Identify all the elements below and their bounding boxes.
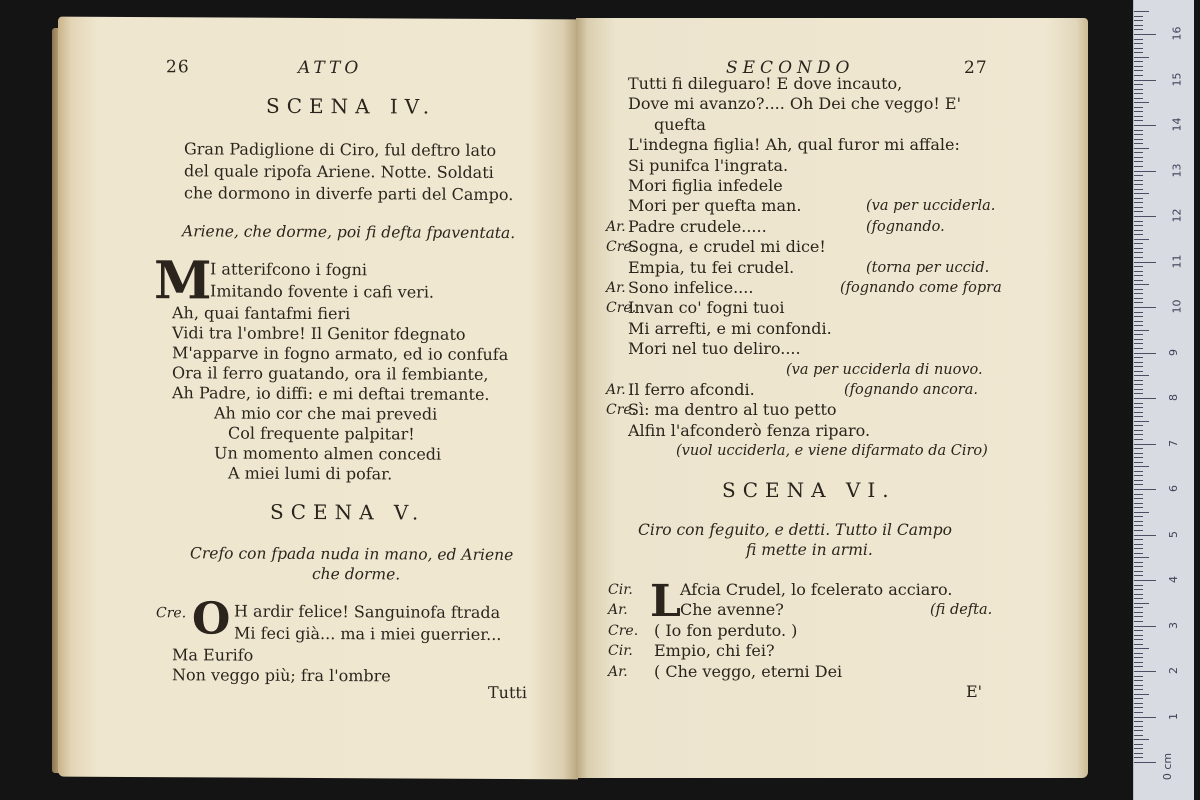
ruler-tick <box>1134 16 1143 17</box>
ruler-number: 8 <box>1167 394 1180 401</box>
speaker-label: Cir. <box>608 643 633 660</box>
running-head-right: SECONDO <box>726 58 855 78</box>
ruler-tick <box>1134 412 1143 413</box>
ruler-tick <box>1134 348 1143 349</box>
ruler-tick <box>1134 475 1143 476</box>
ruler-tick <box>1134 230 1143 231</box>
ruler-tick <box>1134 730 1143 731</box>
ruler-tick <box>1134 98 1143 99</box>
catchword: E' <box>966 682 983 701</box>
stage-direction: (va per ucciderla di nuovo. <box>786 361 983 378</box>
ruler-tick <box>1134 644 1143 645</box>
speaker-label: Ar. <box>608 663 628 680</box>
ruler-tick <box>1134 275 1143 276</box>
ruler-tick <box>1134 152 1143 153</box>
ruler-tick <box>1134 657 1143 658</box>
ruler-tick <box>1134 371 1143 372</box>
ruler-tick <box>1134 393 1143 394</box>
ruler-number: 3 <box>1167 621 1180 629</box>
ruler-tick <box>1134 130 1143 131</box>
measuring-ruler <box>1133 0 1194 800</box>
ruler-tick <box>1134 343 1143 344</box>
verse-line: Sì: ma dentro al tuo petto <box>628 400 837 420</box>
ruler-tick <box>1134 339 1143 340</box>
ruler-number: 6 <box>1167 485 1180 492</box>
ruler-tick <box>1134 507 1143 508</box>
ruler-tick <box>1134 66 1143 67</box>
ruler-tick <box>1134 434 1143 435</box>
ruler-tick <box>1134 289 1143 290</box>
stage-direction: (fognando ancora. <box>844 382 978 398</box>
setting-line: del quale ripofa Ariene. Notte. Soldati <box>184 161 494 182</box>
ruler-tick <box>1134 221 1143 222</box>
ruler-tick <box>1134 302 1143 303</box>
speaker-label: Cre. <box>606 300 637 317</box>
ruler-tick <box>1134 726 1143 727</box>
ruler-number: 12 <box>1170 208 1184 223</box>
ruler-tick <box>1134 471 1143 472</box>
stage-direction: (fognando. <box>866 218 945 235</box>
scene-v-title: SCENA V. <box>270 499 426 525</box>
verse-line: Mi feci già... ma i miei guerrier... <box>234 623 502 644</box>
ruler-tick <box>1134 75 1143 76</box>
ruler-tick <box>1134 175 1143 176</box>
verse-line: Ah mio cor che mai prevedi <box>214 403 438 424</box>
ruler-tick <box>1134 184 1143 185</box>
verse-line: A miei lumi di pofar. <box>228 463 393 484</box>
ruler-tick <box>1134 753 1143 754</box>
ruler-tick <box>1134 34 1156 35</box>
ruler-tick <box>1134 189 1143 190</box>
ruler-number: 9 <box>1167 348 1180 356</box>
catchword: Tutti <box>488 682 527 703</box>
ruler-tick <box>1134 589 1143 590</box>
ruler-tick <box>1134 516 1143 517</box>
ruler-number: 13 <box>1170 163 1184 177</box>
ruler-tick <box>1134 626 1156 627</box>
ruler-tick <box>1134 161 1143 162</box>
page-number-right: 27 <box>964 58 988 78</box>
ruler-tick <box>1134 489 1156 490</box>
ruler-tick <box>1134 239 1149 240</box>
scene-iv-title: SCENA IV. <box>266 93 437 119</box>
left-page <box>58 17 578 780</box>
verse-line: Invan co' fogni tuoi <box>628 298 785 318</box>
ruler-tick <box>1134 685 1143 686</box>
ruler-number: 16 <box>1170 26 1184 41</box>
ruler-number: 5 <box>1167 530 1180 538</box>
ruler-tick <box>1134 739 1149 740</box>
verse-line: Sono infelice.... <box>628 278 754 297</box>
stage-direction: (va per ucciderla. <box>866 198 996 215</box>
verse-line: Non veggo più; fra l'ombre <box>172 665 391 686</box>
ruler-tick <box>1134 25 1143 26</box>
ruler-tick <box>1134 366 1143 367</box>
ruler-tick <box>1134 93 1143 94</box>
ruler-tick <box>1134 757 1143 758</box>
verse-line: Che avenne? <box>680 600 784 620</box>
ruler-tick <box>1134 325 1143 326</box>
ruler-tick <box>1134 70 1143 71</box>
ruler-tick <box>1134 566 1143 567</box>
verse-line: Ora il ferro guatando, ora il fembiante, <box>172 363 489 384</box>
ruler-tick <box>1134 416 1143 417</box>
ruler-tick <box>1134 362 1143 363</box>
ruler-tick <box>1134 425 1143 426</box>
ruler-tick <box>1134 585 1143 586</box>
ruler-tick <box>1134 248 1143 249</box>
ruler-tick <box>1134 171 1156 172</box>
ruler-tick <box>1134 375 1149 376</box>
speaker-label: Ar. <box>606 280 626 296</box>
ruler-tick <box>1134 598 1143 599</box>
ruler-tick <box>1134 648 1149 649</box>
verse-line: Padre crudele..... <box>628 216 767 236</box>
ruler-tick <box>1134 466 1149 467</box>
ruler-tick <box>1134 671 1156 672</box>
stage-direction: (fognando come fopra <box>840 280 1002 296</box>
ruler-tick <box>1134 225 1143 226</box>
stage-direction: che dorme. <box>312 564 401 584</box>
verse-line: Empia, tu fei crudel. <box>628 257 795 277</box>
verse-line: Vidi tra l'ombre! Il Genitor fdegnato <box>172 323 466 344</box>
ruler-tick <box>1134 735 1143 736</box>
ruler-tick <box>1134 521 1143 522</box>
ruler-tick <box>1134 603 1149 604</box>
ruler-tick <box>1134 480 1143 481</box>
ruler-tick <box>1134 357 1143 358</box>
speaker-label: Cre. <box>608 622 639 639</box>
ruler-tick <box>1134 157 1143 158</box>
ruler-tick <box>1134 676 1143 677</box>
ruler-tick <box>1134 211 1143 212</box>
ruler-tick <box>1134 403 1143 404</box>
ruler-tick <box>1134 571 1143 572</box>
ruler-tick <box>1134 639 1143 640</box>
ruler-tick <box>1134 744 1143 745</box>
ruler-tick <box>1134 380 1143 381</box>
ruler-tick <box>1134 280 1143 281</box>
ruler-tick <box>1134 462 1143 463</box>
ruler-tick <box>1134 193 1149 194</box>
ruler-tick <box>1134 616 1143 617</box>
scene-vi-title: SCENA VI. <box>722 478 896 502</box>
speaker-label: Cre. <box>606 239 637 256</box>
verse-line: M'apparve in fogno armato, ed io confufa <box>172 343 509 364</box>
ruler-tick <box>1134 580 1156 581</box>
ruler-tick <box>1134 544 1143 545</box>
ruler-tick <box>1134 680 1143 681</box>
speaker-label: Cre. <box>156 605 187 622</box>
ruler-tick <box>1134 84 1143 85</box>
ruler-tick <box>1134 530 1143 531</box>
ruler-tick <box>1134 307 1156 308</box>
drop-cap: M <box>154 250 212 312</box>
ruler-tick <box>1134 539 1143 540</box>
verse-line: Dove mi avanzo?.... Oh Dei che veggo! E' <box>628 94 961 114</box>
ruler-tick <box>1134 262 1156 263</box>
ruler-tick <box>1134 316 1143 317</box>
ruler-tick <box>1134 321 1143 322</box>
ruler-tick <box>1134 116 1143 117</box>
ruler-unit-label: 0 cm <box>1161 752 1175 781</box>
verse-line: Ma Eurifo <box>172 645 254 665</box>
ruler-tick <box>1134 334 1143 335</box>
verse-line: Un momento almen concedi <box>214 443 442 464</box>
verse-line: Il ferro afcondi. <box>628 380 755 399</box>
ruler-tick <box>1134 353 1156 354</box>
ruler-tick <box>1134 48 1143 49</box>
ruler-tick <box>1134 166 1143 167</box>
ruler-tick <box>1134 143 1143 144</box>
ruler-tick <box>1134 20 1143 21</box>
ruler-tick <box>1134 207 1143 208</box>
page-number-left: 26 <box>166 57 190 78</box>
ruler-tick <box>1134 694 1149 695</box>
ruler-tick <box>1134 389 1143 390</box>
drop-cap: L <box>650 576 681 627</box>
ruler-tick <box>1134 548 1143 549</box>
speaker-label: Ar. <box>606 382 626 398</box>
ruler-tick <box>1134 525 1143 526</box>
ruler-tick <box>1134 57 1149 58</box>
ruler-tick <box>1134 257 1143 258</box>
verse-line: Empio, chi fei? <box>654 641 775 661</box>
ruler-tick <box>1134 635 1143 636</box>
ruler-tick <box>1134 80 1156 81</box>
ruler-tick <box>1134 444 1156 445</box>
ruler-tick <box>1134 102 1149 103</box>
ruler-tick <box>1134 148 1149 149</box>
ruler-tick <box>1134 575 1143 576</box>
ruler-tick <box>1134 717 1156 718</box>
ruler-tick <box>1134 448 1143 449</box>
speaker-label: Cre. <box>606 402 637 419</box>
ruler-tick <box>1134 11 1149 12</box>
verse-line: Sogna, e crudel mi dice! <box>628 237 826 257</box>
ruler-tick <box>1134 494 1143 495</box>
ruler-tick <box>1134 503 1143 504</box>
right-page <box>576 18 1088 778</box>
ruler-tick <box>1134 653 1143 654</box>
ruler-tick <box>1134 330 1149 331</box>
ruler-tick <box>1134 61 1143 62</box>
verse-line: Mori nel tuo deliro.... <box>628 339 801 359</box>
verse-line: Ah, quai fantafmi fieri <box>172 303 351 324</box>
ruler-tick <box>1134 407 1143 408</box>
ruler-tick <box>1134 457 1143 458</box>
ruler-number: 7 <box>1167 439 1180 447</box>
setting-line: che dormono in diverfe parti del Campo. <box>184 183 514 205</box>
ruler-tick <box>1134 252 1143 253</box>
ruler-tick <box>1134 243 1143 244</box>
verse-line: Alfin l'afconderò fenza riparo. <box>628 420 871 440</box>
ruler-number: 10 <box>1170 299 1184 314</box>
ruler-tick <box>1134 198 1143 199</box>
verse-line: Si punifca l'ingrata. <box>628 155 789 175</box>
verse-line: H ardir felice! Sanguinofa ftrada <box>234 601 501 622</box>
stage-direction: fi mette in armi. <box>746 541 873 559</box>
verse-line: Mori per quefta man. <box>628 196 802 216</box>
stage-direction: Ariene, che dorme, poi fi defta fpaventata. <box>182 222 516 243</box>
verse-line: ( Che veggo, eterni Dei <box>654 661 843 681</box>
ruler-tick <box>1134 553 1143 554</box>
ruler-tick <box>1134 216 1156 217</box>
ruler-tick <box>1134 607 1143 608</box>
ruler-tick <box>1134 498 1143 499</box>
ruler-tick <box>1134 125 1156 126</box>
open-book <box>58 18 1088 783</box>
ruler-tick <box>1134 29 1143 30</box>
ruler-tick <box>1134 712 1143 713</box>
ruler-tick <box>1134 284 1149 285</box>
verse-line: Imitando fovente i cafi veri. <box>210 281 435 302</box>
ruler-tick <box>1134 43 1143 44</box>
speaker-label: Cir. <box>608 582 633 598</box>
ruler-tick <box>1134 139 1143 140</box>
ruler-tick <box>1134 698 1143 699</box>
ruler-tick <box>1134 662 1143 663</box>
ruler-number: 11 <box>1170 254 1184 268</box>
ruler-number: 1 <box>1167 712 1180 720</box>
verse-line: quefta <box>654 114 706 134</box>
ruler-tick <box>1134 298 1143 299</box>
verse-line: Tutti fi dileguaro! E dove incauto, <box>628 74 903 93</box>
stage-direction: Crefo con fpada nuda in mano, ed Ariene <box>190 544 514 565</box>
ruler-number: 4 <box>1167 576 1180 583</box>
ruler-tick <box>1134 762 1156 763</box>
ruler-tick <box>1134 707 1143 708</box>
stage-direction: (fi defta. <box>930 602 993 619</box>
ruler-tick <box>1134 312 1143 313</box>
verse-line: Mori figlia infedele <box>628 176 783 195</box>
ruler-tick <box>1134 180 1143 181</box>
ruler-tick <box>1134 748 1143 749</box>
stage-direction: (torna per uccid. <box>866 259 990 276</box>
setting-line: Gran Padiglione di Ciro, ful deftro lato <box>184 139 497 160</box>
ruler-tick <box>1134 630 1143 631</box>
ruler-tick <box>1134 512 1149 513</box>
ruler-tick <box>1134 134 1143 135</box>
ruler-number: 15 <box>1170 72 1184 86</box>
ruler-tick <box>1134 52 1143 53</box>
running-head-left: ATTO <box>298 57 363 79</box>
verse-line: L'indegna figlia! Ah, qual furor mi affale: <box>628 135 960 155</box>
ruler-tick <box>1134 107 1143 108</box>
ruler-tick <box>1134 398 1156 399</box>
ruler-tick <box>1134 202 1143 203</box>
ruler-tick <box>1134 562 1143 563</box>
ruler-tick <box>1134 689 1143 690</box>
ruler-tick <box>1134 39 1143 40</box>
verse-line: Mi arrefti, e mi confondi. <box>628 318 832 338</box>
ruler-tick <box>1134 557 1149 558</box>
stage-direction: Ciro con feguito, e detti. Tutto il Campo <box>638 521 952 539</box>
stage-direction: (vuol ucciderla, e viene difarmato da Ciro) <box>676 443 988 460</box>
speaker-label: Ar. <box>606 218 626 235</box>
ruler-tick <box>1134 421 1149 422</box>
speaker-label: Ar. <box>608 602 628 619</box>
verse-line: ( Io fon perduto. ) <box>654 620 798 640</box>
ruler-tick <box>1134 234 1143 235</box>
ruler-tick <box>1134 89 1143 90</box>
ruler-tick <box>1134 453 1143 454</box>
ruler-tick <box>1134 721 1143 722</box>
ruler-tick <box>1134 293 1143 294</box>
verse-line: Afcia Crudel, lo fcelerato acciaro. <box>680 580 953 599</box>
ruler-tick <box>1134 612 1143 613</box>
ruler-number: 14 <box>1170 117 1184 132</box>
ruler-tick <box>1134 484 1143 485</box>
drop-cap: O <box>192 593 231 645</box>
ruler-tick <box>1134 666 1143 667</box>
ruler-tick <box>1134 111 1143 112</box>
ruler-tick <box>1134 439 1143 440</box>
ruler-tick <box>1134 621 1143 622</box>
ruler-tick <box>1134 430 1143 431</box>
ruler-tick <box>1134 535 1156 536</box>
verse-line: Ah Padre, io diffi: e mi deftai tremante. <box>172 383 490 404</box>
ruler-tick <box>1134 120 1143 121</box>
ruler-tick <box>1134 271 1143 272</box>
ruler-tick <box>1134 266 1143 267</box>
ruler-tick <box>1134 703 1143 704</box>
ruler-tick <box>1134 594 1143 595</box>
verse-line: Col frequente palpitar! <box>228 423 415 444</box>
ruler-number: 2 <box>1167 667 1180 674</box>
ruler-tick <box>1134 384 1143 385</box>
verse-line: I atterifcono i fogni <box>210 259 367 280</box>
